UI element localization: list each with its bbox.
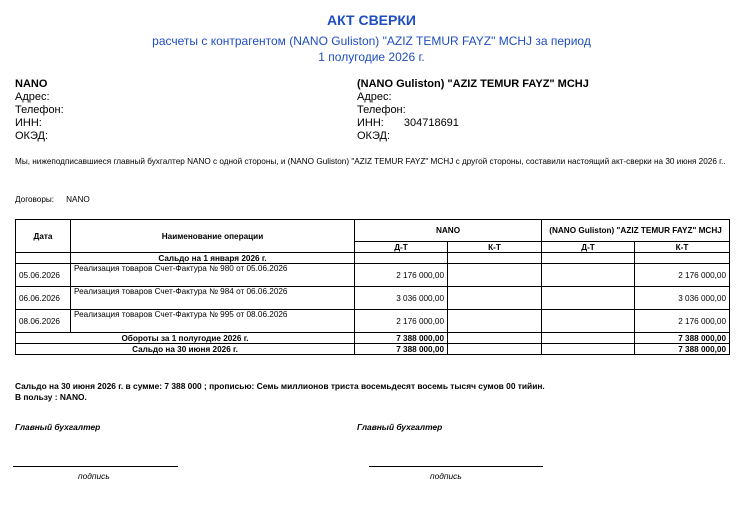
turnover-label: Обороты за 1 полугодие 2026 г. [16,333,355,344]
left-signature-caption: подпись [78,471,110,481]
row-right-kt: 3 036 000,00 [635,287,730,310]
row-date: 06.06.2026 [16,287,71,310]
row-right-dt [542,264,635,287]
left-party-block [15,78,64,143]
closing-balance-row [16,344,730,355]
turnover-row [16,333,730,344]
left-party-inn [15,117,64,130]
right-party-block [357,78,589,143]
closing-left-dt: 7 388 000,00 [355,344,448,355]
left-party-address: Адрес: [15,91,50,103]
balance-summary [15,381,545,403]
subtitle-line-1: расчеты с контрагентом (NANO Guliston) "AZIZ TEMUR FAYZ" MCHJ за период [152,34,591,48]
row-right-dt [542,310,635,333]
left-kt-header: К-Т [448,242,542,253]
left-signature-label: Главный бухгалтер [15,422,101,432]
row-left-dt: 2 176 000,00 [355,310,448,333]
opening-balance-row [16,253,730,264]
row-right-kt: 2 176 000,00 [635,310,730,333]
left-signature-line [13,466,178,467]
turnover-left-dt: 7 388 000,00 [355,333,448,344]
contracts-value: NANO [66,195,90,204]
right-dt-header: Д-Т [542,242,635,253]
left-party-okpo: ОКЭД: [15,130,49,142]
row-right-dt [542,287,635,310]
right-signature-label: Главный бухгалтер [357,422,443,432]
closing-right-dt [542,344,635,355]
col-date-header: Дата [16,220,71,253]
left-party-name: NANO [15,78,48,90]
doc-title: АКТ СВЕРКИ [327,12,416,28]
table-row [16,264,730,287]
right-signature-caption: подпись [430,471,462,481]
subtitle-line-2: 1 полугодие 2026 г. [318,50,425,64]
reconciliation-table [15,219,730,355]
row-left-kt [448,264,542,287]
right-party-address: Адрес: [357,91,392,103]
contracts-label: Договоры: [15,195,55,204]
group-left-header: NANO [355,220,542,242]
turnover-right-kt: 7 388 000,00 [635,333,730,344]
left-dt-header: Д-Т [355,242,448,253]
row-operation: Реализация товаров Счет-Фактура № 984 от 06.06.2026 [71,287,355,310]
intro-text: Мы, нижеподписавшиеся главный бухгалтер NANO с одной стороны, и (NANO Guliston) "AZIZ TEMUR FAYZ" MCHJ с другой стороны, составили настоящий акт-сверки на 30 июня 2026 г.. [15,157,726,166]
group-right-header: (NANO Guliston) "AZIZ TEMUR FAYZ" MCHJ [542,220,730,242]
row-operation: Реализация товаров Счет-Фактура № 980 от 05.06.2026 [71,264,355,287]
row-left-dt: 3 036 000,00 [355,287,448,310]
row-right-kt: 2 176 000,00 [635,264,730,287]
row-date: 05.06.2026 [16,264,71,287]
right-kt-header: К-Т [635,242,730,253]
right-party-name: (NANO Guliston) "AZIZ TEMUR FAYZ" MCHJ [357,78,589,90]
left-party-inn-label: ИНН: [15,117,42,129]
balance-summary-line: Сальдо на 30 июня 2026 г. в сумме: 7 388 000 ; прописью: Семь миллионов триста восемьдесят восемь тысяч сумов 00 тийин. [15,381,545,391]
closing-left-kt [448,344,542,355]
table-row [16,287,730,310]
table-header-row [16,220,730,242]
row-operation: Реализация товаров Счет-Фактура № 995 от 08.06.2026 [71,310,355,333]
balance-in-favor: В пользу : NANO. [15,392,87,402]
right-party-inn [357,117,589,130]
table-row [16,310,730,333]
opening-balance-label: Сальдо на 1 января 2026 г. [71,253,355,264]
contracts-line [15,195,90,204]
right-signature-line [369,466,543,467]
closing-label: Сальдо на 30 июня 2026 г. [16,344,355,355]
row-date: 08.06.2026 [16,310,71,333]
turnover-right-dt [542,333,635,344]
doc-subtitle [0,33,743,65]
right-party-phone: Телефон: [357,104,406,116]
row-left-kt [448,310,542,333]
right-party-okpo: ОКЭД: [357,130,391,142]
right-party-inn-label: ИНН: [357,117,384,129]
col-operation-header: Наименование операции [71,220,355,253]
turnover-left-kt [448,333,542,344]
row-left-dt: 2 176 000,00 [355,264,448,287]
closing-right-kt: 7 388 000,00 [635,344,730,355]
right-party-inn-value: 304718691 [403,117,459,129]
left-party-phone: Телефон: [15,104,64,116]
row-left-kt [448,287,542,310]
